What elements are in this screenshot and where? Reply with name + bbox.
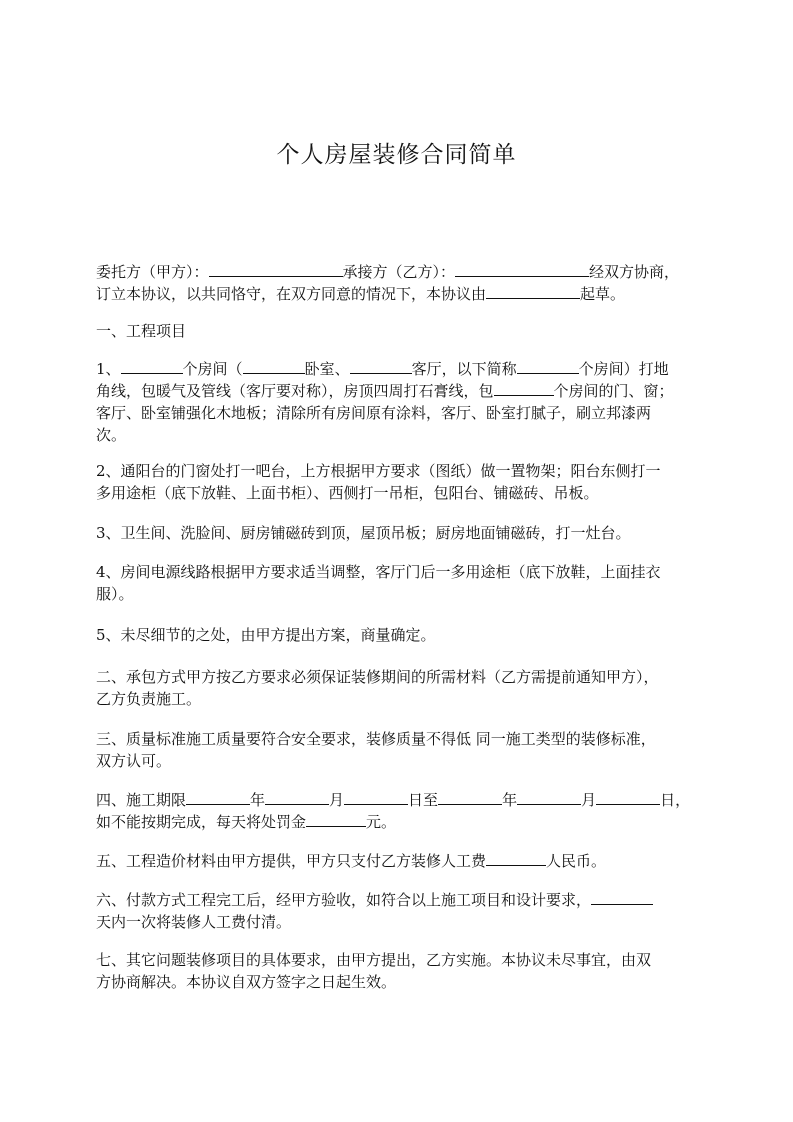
document-title: 个人房屋装修合同简单 <box>276 142 517 168</box>
room-alias-blank <box>517 358 579 374</box>
section-3 <box>96 728 656 772</box>
intro-text: 订立本协议，以共同恪守，在双方同意的情况下，本协议由 <box>96 285 487 303</box>
section-5 <box>96 850 606 872</box>
item-1-line-3: 客厅、卧室铺强化木地板；清除所有房间原有涂料，客厅、卧室打腻子，刷立邦漆两 <box>96 404 652 422</box>
item-1-line-2 <box>96 380 674 402</box>
month-label: 月 <box>329 791 345 809</box>
client-blank <box>209 261 343 277</box>
item-1-line-1 <box>96 358 674 380</box>
item-text: 个房间）打地 <box>578 360 669 378</box>
item-1 <box>96 358 674 446</box>
section-text: 元。 <box>366 813 397 831</box>
year-label: 年 <box>250 791 266 809</box>
section-text: 如不能按期完成，每天将处罚金 <box>96 813 307 831</box>
item-3 <box>96 522 631 544</box>
start-month-blank <box>265 789 329 805</box>
section-text: 四、施工期限 <box>96 791 187 809</box>
section-2 <box>96 666 659 710</box>
contractor-label: 承接方（乙方）： <box>342 263 456 281</box>
item-2 <box>96 460 661 504</box>
section-text: 人民币。 <box>546 852 607 870</box>
bedroom-blank <box>243 358 305 374</box>
contractor-blank <box>455 261 589 277</box>
intro-text: 经双方协商， <box>589 263 680 281</box>
item-5 <box>96 624 436 646</box>
section-heading-1 <box>96 320 186 342</box>
item-5-line-1: 5、未尽细节的之处，由甲方提出方案，商量确定。 <box>96 626 436 644</box>
section-4-line-1 <box>96 789 690 811</box>
drafter-blank <box>486 283 580 299</box>
start-day-blank <box>344 789 408 805</box>
item-2-line-2: 多用途柜（底下放鞋、上面书柜）、西侧打一吊柜，包阳台、铺磁砖、吊板。 <box>96 484 599 502</box>
penalty-blank <box>306 811 366 827</box>
item-text: 客厅，以下简称 <box>411 360 517 378</box>
section-6-line-2: 天内一次将装修人工费付清。 <box>96 913 292 931</box>
livingroom-blank <box>350 358 412 374</box>
section-3-line-1: 三、质量标准施工质量要符合安全要求，装修质量不得低 同一施工类型的装修标准， <box>96 730 656 748</box>
section-7-line-1: 七、其它问题装修项目的具体要求，由甲方提出，乙方实施。本协议未尽事宜，由双 <box>96 951 652 969</box>
item-number: 1、 <box>96 360 121 378</box>
item-text: 个房间的门、窗； <box>553 382 674 400</box>
intro-paragraph <box>96 261 679 305</box>
section-7 <box>96 949 651 993</box>
section-text: 五、工程造价材料由甲方提供，甲方只支付乙方装修人工费 <box>96 852 487 870</box>
section-2-line-2: 乙方负责施工。 <box>96 690 202 708</box>
section-4 <box>96 789 690 833</box>
item-text: 角线，包暖气及管线（客厅要对称），房顶四周打石膏线，包 <box>96 382 494 400</box>
payment-days-blank <box>591 889 653 905</box>
item-text: 个房间（ <box>182 360 243 378</box>
year-label: 年 <box>502 791 518 809</box>
section-2-line-1: 二、承包方式甲方按乙方要求必须保证装修期间的所需材料（乙方需提前通知甲方）， <box>96 668 659 686</box>
item-4 <box>96 561 661 605</box>
item-2-line-1: 2、通阳台的门窗处打一吧台，上方根据甲方要求（图纸）做一置物架；阳台东侧打一 <box>96 462 661 480</box>
intro-line-2 <box>96 283 679 305</box>
section-6-line-1 <box>96 889 653 911</box>
intro-text: 起草。 <box>580 285 626 303</box>
end-month-blank <box>517 789 581 805</box>
client-label: 委托方（甲方）： <box>96 263 209 281</box>
start-year-blank <box>186 789 250 805</box>
section-text: 六、付款方式工程完工后，经甲方验收，如符合以上施工项目和设计要求， <box>96 891 592 909</box>
section-5-line-1 <box>96 850 606 872</box>
heading-text: 一、工程项目 <box>96 322 187 340</box>
section-4-line-2 <box>96 811 690 833</box>
item-1-line-4: 次。 <box>96 426 127 444</box>
month-label: 月 <box>581 791 597 809</box>
room-count-blank <box>121 358 183 374</box>
item-4-line-2: 服）。 <box>96 585 134 603</box>
door-window-blank <box>494 380 554 396</box>
item-4-line-1: 4、房间电源线路根据甲方要求适当调整，客厅门后一多用途柜（底下放鞋，上面挂衣 <box>96 563 661 581</box>
section-3-line-2: 双方认可。 <box>96 752 172 770</box>
intro-line-1 <box>96 261 679 283</box>
item-text: 卧室、 <box>304 360 350 378</box>
section-6 <box>96 889 653 933</box>
section-7-line-2: 方协商解决。本协议自双方签字之日起生效。 <box>96 973 397 991</box>
item-3-line-1: 3、卫生间、洗脸间、厨房铺磁砖到顶，屋顶吊板；厨房地面铺磁砖，打一灶台。 <box>96 524 631 542</box>
end-day-blank <box>596 789 660 805</box>
day-label: 日， <box>660 791 691 809</box>
end-year-blank <box>438 789 502 805</box>
labor-fee-blank <box>486 850 546 866</box>
day-to-label: 日至 <box>408 791 439 809</box>
